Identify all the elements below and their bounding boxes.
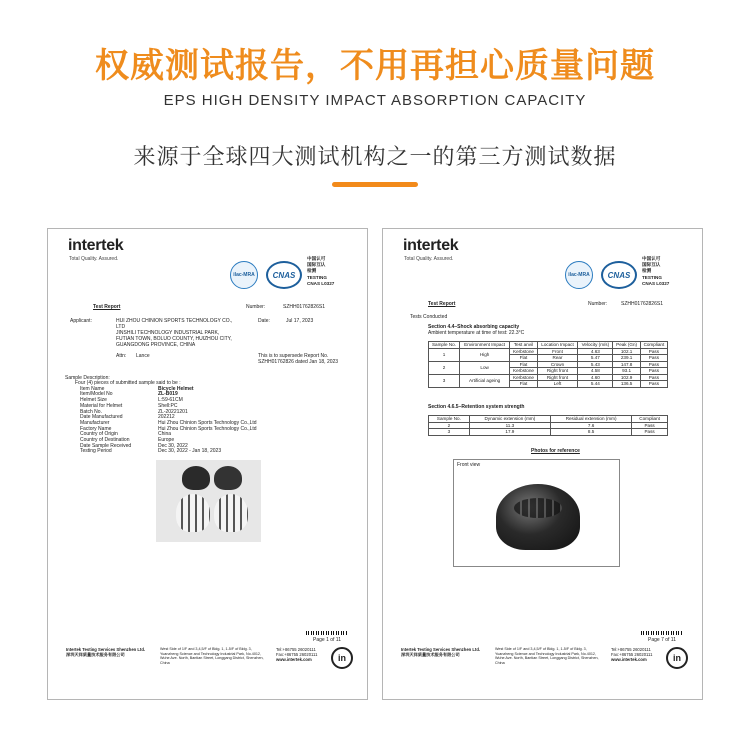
- footer-address: West Side of 1/F and 3,4,5/F of Bldg. 1, 1-5/F of Bldg. 3, Yuanzheng Science and Technology Industrial Park, No.4012, Wuhe Ave. North, Bantian Street, Longgang District, Shenzhen, China: [160, 647, 264, 665]
- helmet-vents-icon: [514, 498, 562, 518]
- intertek-tagline: Total Quality. Assured.: [404, 256, 454, 262]
- attn-name: Lance: [136, 353, 150, 359]
- section-shock-title: Section 4.4–Shock absorbing capacity: [428, 324, 520, 330]
- table-row: Flat Rear 5.47 239.1 Pass: [429, 355, 668, 362]
- footer-company: Intertek Testing Services Shenzhen Ltd. 深圳天祥质量技术服务有限公司: [401, 647, 481, 657]
- sample-description-label: Sample Description:: [65, 375, 110, 381]
- cnas-badge-icon: CNAS: [601, 261, 637, 289]
- barcode-icon: [306, 631, 348, 635]
- report-date: Jul 17, 2023: [286, 318, 314, 324]
- table-row: Kerbstone Right front 4.58 93.1 Pass: [429, 368, 668, 375]
- accent-divider: [332, 182, 418, 187]
- retention-table: [428, 415, 668, 436]
- table-row: 2 11.3 7.6 Pass: [429, 422, 668, 429]
- supersede-note: This is to supersede Report No. SZHH01762826 dated Jan 18, 2023: [258, 353, 339, 365]
- page-number: Page 1 of 11: [313, 637, 341, 643]
- helmet-black-2-icon: [214, 466, 242, 490]
- footer-address: West Side of 1/F and 3,4,5/F of Bldg. 1, 1-5/F of Bldg. 3, Yuanzheng Science and Technology Industrial Park, No.4012, Wuhe Ave. North, Bantian Street, Longgang District, Shenzhen, China: [495, 647, 599, 665]
- helmet-white-2-icon: [214, 494, 248, 532]
- date-label: Date:: [258, 318, 270, 324]
- test-report-page-1: [47, 228, 368, 700]
- applicant-label: Applicant:: [70, 318, 92, 324]
- helmet-photo: [156, 460, 261, 542]
- section-shock-subtitle: Ambient temperature at time of test: 22.3°C: [428, 330, 525, 336]
- sample-fields: Four (4) pieces of submitted sample said to be : Item Name Bicycle Helmet Item/Model No ZL-B019 Helmet Size L:59-61CM Material for Helmet Shell:PC Batch No. ZL-20221201 Date Manufactured 202212 Manufacturer Hui Zhou Chinion Sports Technology Co.,Ltd Factory Name Hui Zhou Chinion Sports Technology Co.,Ltd Country of Origin China Country of Destination Europe Date Sample Received Dec 30, 2022 Testing Period Dec 30, 2022 - Jan 18, 2023: [75, 380, 257, 455]
- subtitle-cn: 来源于全球四大测试机构之一的第三方测试数据: [133, 145, 617, 170]
- table-row: Flat Left 5.44 136.5 Pass: [429, 381, 668, 388]
- cert-text: 中国认可 国际互认 检测 TESTING CNAS L0327: [642, 256, 670, 286]
- photos-title: Photos for reference: [531, 448, 580, 454]
- attn-label: Attn:: [116, 353, 127, 359]
- test-report-page-7: [382, 228, 703, 700]
- helmet-white-1-icon: [176, 494, 210, 532]
- table-header-row: Sample No. Dynamic extension (mm) Residual extension (mm) Compliant: [429, 416, 668, 423]
- table-row: 1 High Kerbstone Front 4.63 102.1 Pass: [429, 348, 668, 355]
- helmet-black-1-icon: [182, 466, 210, 490]
- report-number: SZHH01762826S1: [621, 301, 663, 307]
- footer-company: Intertek Testing Services Shenzhen Ltd. 深圳天祥质量技术服务有限公司: [66, 647, 146, 657]
- intertek-logo: intertek: [68, 237, 124, 254]
- intertek-tagline: Total Quality. Assured.: [69, 256, 119, 262]
- table-row: 3 17.9 8.5 Pass: [429, 429, 668, 436]
- headline: 权威测试报告，不用再担心质量问题: [95, 46, 655, 86]
- applicant-name: HUI ZHOU CHINION SPORTS TECHNOLOGY CO., LTD: [116, 318, 233, 330]
- table-header-row: Sample No. Environment Impact Test anvil Location Impact Velocity (m/s) Peak (Gn) Compliant: [429, 342, 668, 349]
- barcode-icon: [641, 631, 683, 635]
- intertek-in-logo-icon: in: [666, 647, 688, 669]
- report-number: SZHH01762826S1: [283, 304, 325, 310]
- cert-text: 中国认可 国际互认 检测 TESTING CNAS L0327: [307, 256, 335, 286]
- number-label: Number:: [588, 301, 608, 307]
- ilac-mra-badge-icon: ilac-MRA: [565, 261, 593, 289]
- intertek-in-logo-icon: in: [331, 647, 353, 669]
- ilac-mra-badge-icon: ilac-MRA: [230, 261, 258, 289]
- table-row: 2 Low Flat Crown 5.43 147.8 Pass: [429, 361, 668, 368]
- shock-table: [428, 341, 668, 388]
- report-title: Test Report: [93, 304, 121, 310]
- subtitle-en: EPS HIGH DENSITY IMPACT ABSORPTION CAPACITY: [163, 92, 587, 109]
- tests-conducted: Tests Conducted: [410, 314, 448, 320]
- page-number: Page 7 of 11: [648, 637, 676, 643]
- front-view-label: Front view: [457, 462, 481, 468]
- applicant-address: JINSHILI TECHNOLOGY INDUSTRIAL PARK, FUTIAN TOWN, BOLUO COUNTY, HUIZHOU CITY, GUANGDONG PROVINCE, CHINA: [116, 330, 232, 348]
- footer-contact: Tel:+86755 26020111 Fax:+86755 26020111 www.intertek.com: [611, 647, 653, 662]
- number-label: Number:: [246, 304, 266, 310]
- section-retention-title: Section 4.6.5–Retention system strength: [428, 404, 525, 410]
- report-title: Test Report: [428, 301, 456, 307]
- cnas-badge-icon: CNAS: [266, 261, 302, 289]
- intertek-logo: intertek: [403, 237, 459, 254]
- table-row: 3 Artificial ageing Kerbstone Right front 4.60 102.9 Pass: [429, 374, 668, 381]
- front-view-photo: [453, 459, 620, 567]
- footer-contact: Tel:+86755 26020111 Fax:+86755 26020111 www.intertek.com: [276, 647, 318, 662]
